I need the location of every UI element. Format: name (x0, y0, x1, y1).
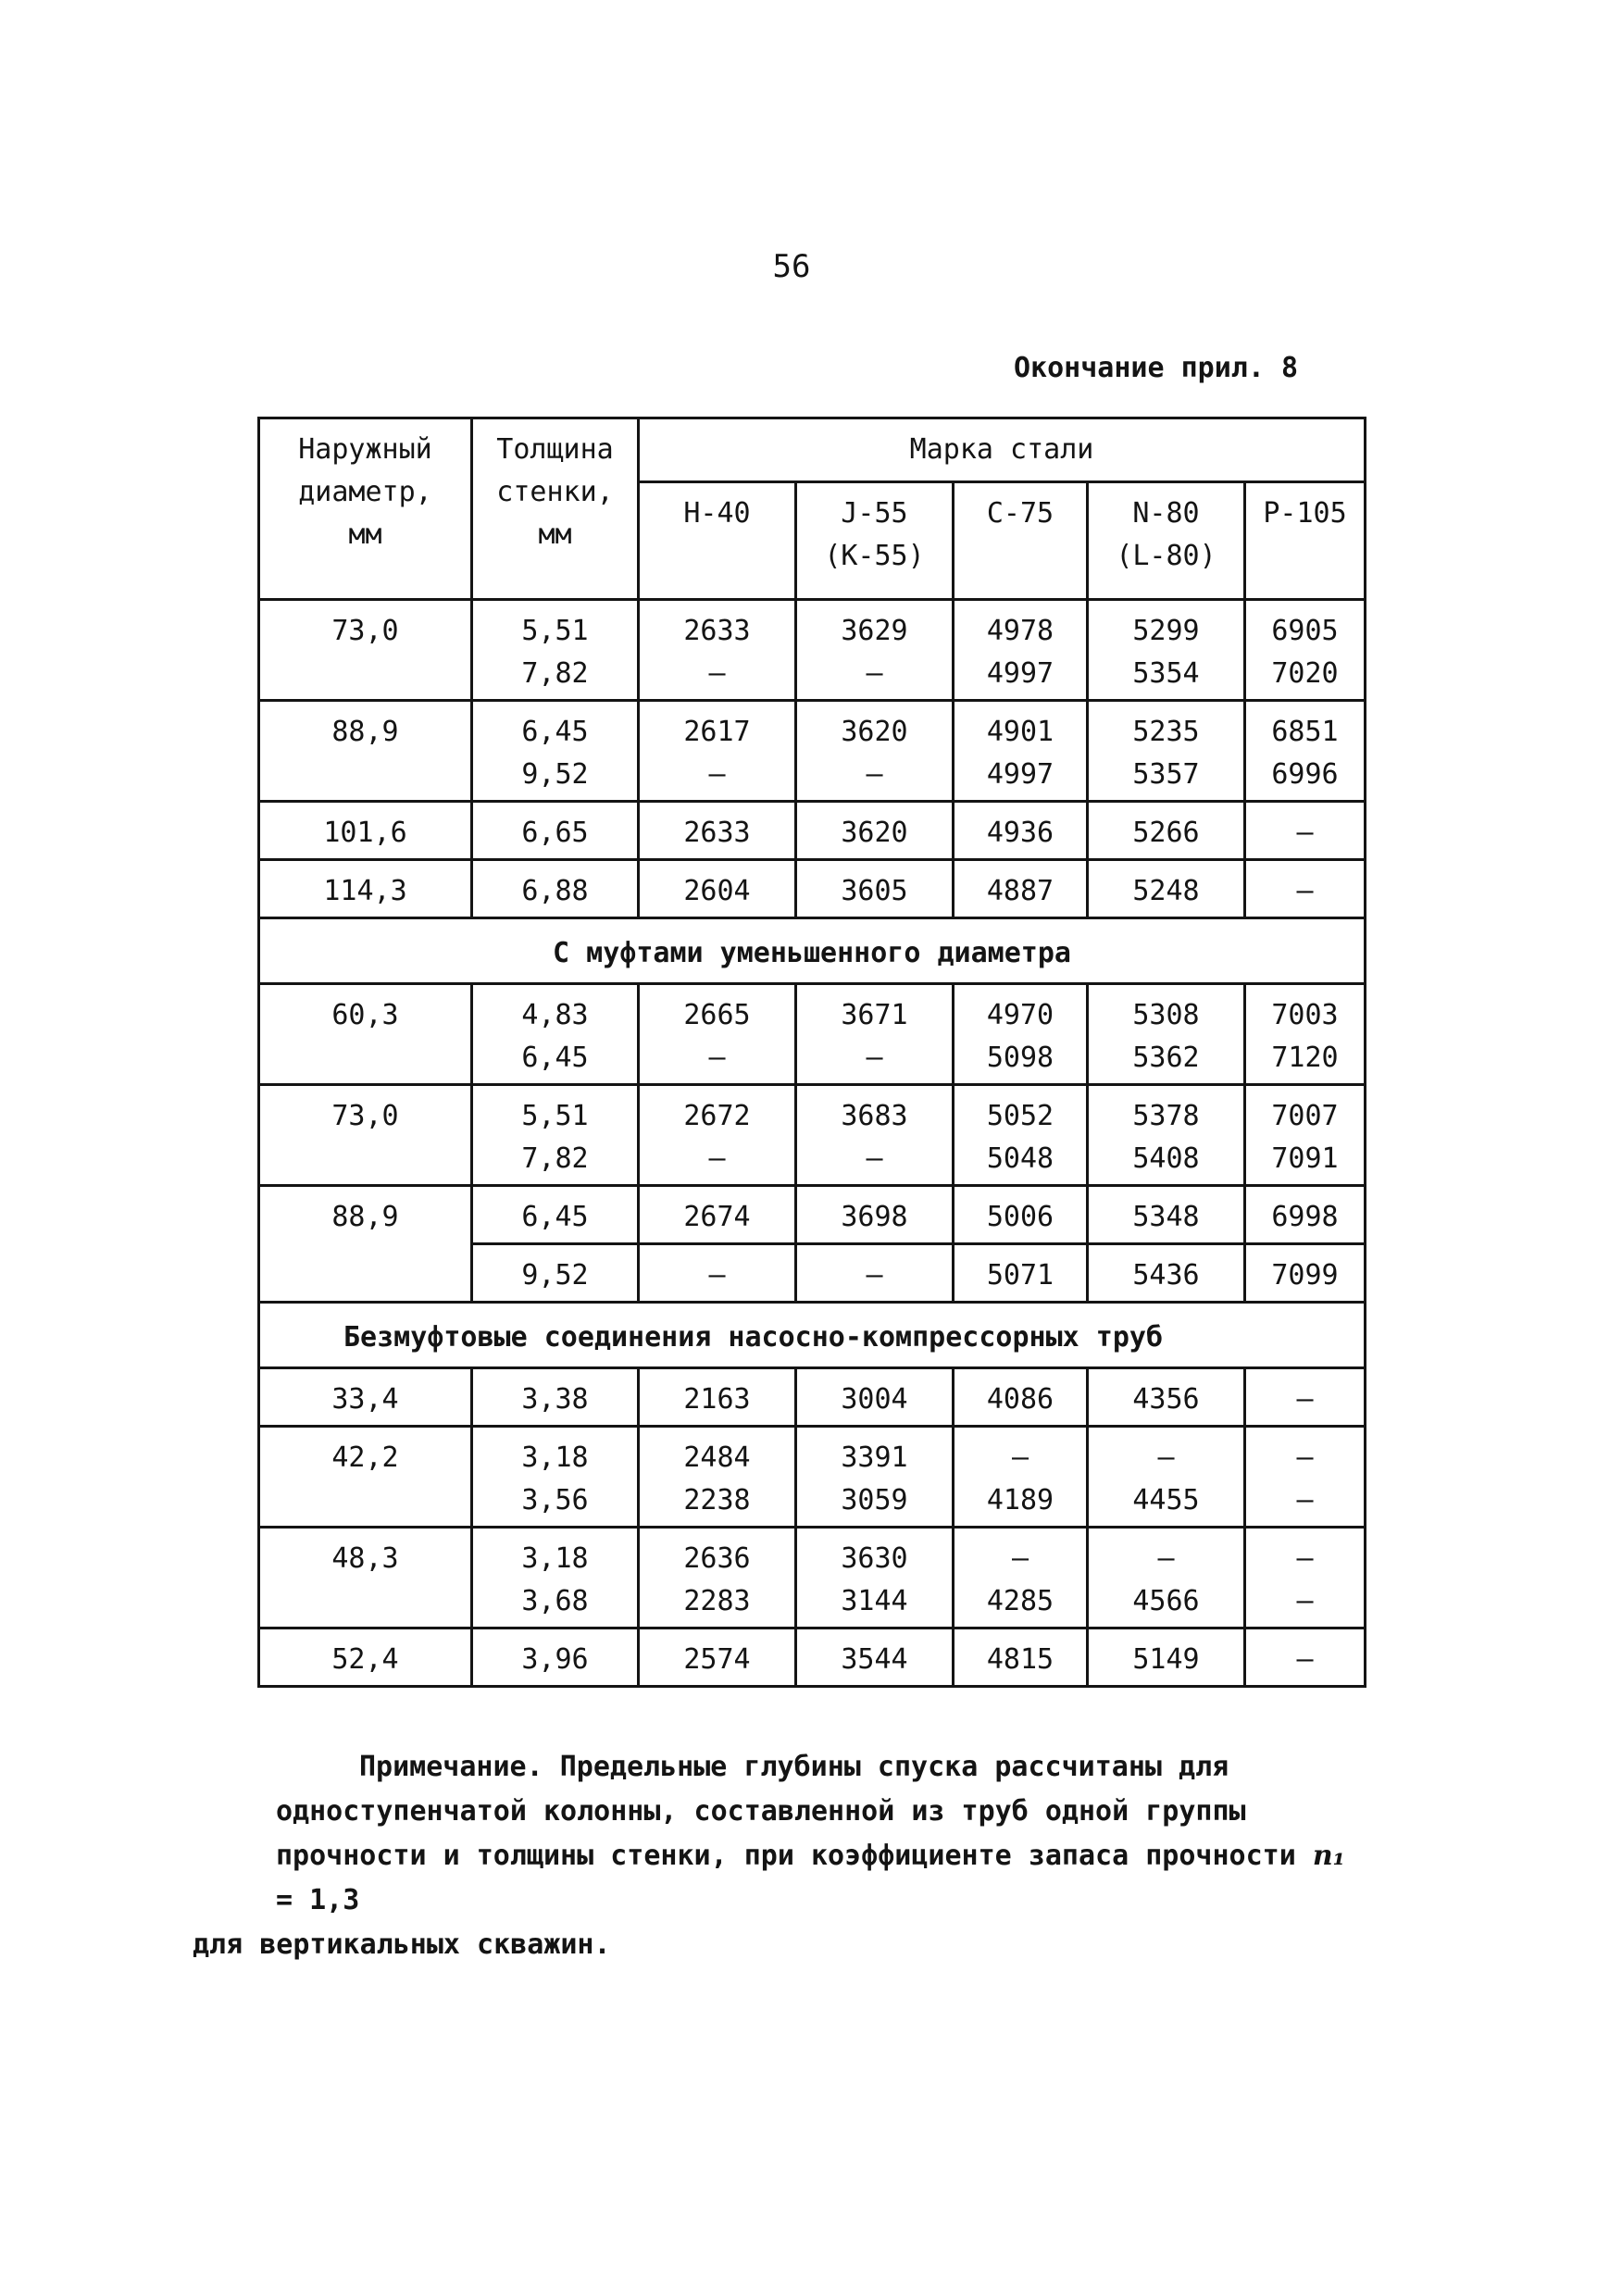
wall-thickness-cell (472, 984, 639, 1085)
depth-cell (1088, 860, 1245, 918)
note-tail: для вертикальных скважин. (193, 1928, 611, 1961)
depth-cell (954, 1085, 1088, 1186)
depth-cell (796, 701, 954, 802)
depth-cell (639, 1528, 796, 1628)
table-row (259, 600, 1366, 701)
depth-cell (1088, 1628, 1245, 1687)
depth-cell (639, 1244, 796, 1303)
cell-line: 2665 (683, 999, 751, 1031)
depth-cell (796, 1186, 954, 1244)
wall-thickness-cell (472, 701, 639, 802)
cell-line: 3,96 (521, 1643, 589, 1676)
cell-line: – (708, 1142, 726, 1175)
depth-cell (954, 860, 1088, 918)
cell-line: 2636 (683, 1542, 751, 1575)
depth-cell (639, 701, 796, 802)
cell-line: 3629 (841, 615, 908, 647)
cell-line: 7020 (1271, 657, 1339, 690)
cell-line: 5098 (986, 1042, 1054, 1074)
depth-cell (796, 860, 954, 918)
cell-line: 5071 (986, 1259, 1054, 1292)
cell-line: – (1296, 817, 1314, 849)
depth-cell (1088, 1368, 1245, 1427)
cell-line: 3620 (841, 716, 908, 748)
cell-line: – (708, 1042, 726, 1074)
cell-line: мм (538, 518, 572, 551)
depth-cell (796, 802, 954, 860)
cell-line: 4970 (986, 999, 1054, 1031)
cell-line: – (1296, 875, 1314, 907)
cell-line: 6996 (1271, 758, 1339, 791)
cell-line: 2574 (683, 1643, 751, 1676)
header-grade (1088, 482, 1245, 600)
note (193, 1745, 1350, 1967)
cell-line: 6851 (1271, 716, 1339, 748)
header-outer-diameter (259, 418, 472, 600)
cell-line: 7091 (1271, 1142, 1339, 1175)
cell-line: – (1296, 1383, 1314, 1416)
cell-line: 5006 (986, 1201, 1054, 1233)
depth-cell (639, 860, 796, 918)
cell-line: 2633 (683, 615, 751, 647)
depth-cell (1245, 1186, 1366, 1244)
cell-line: – (1157, 1542, 1175, 1575)
cell-line: 4887 (986, 875, 1054, 907)
depth-cell (954, 600, 1088, 701)
cell-line: 3059 (841, 1484, 908, 1516)
cell-line: 5362 (1132, 1042, 1200, 1074)
cell-line: 2633 (683, 817, 751, 849)
depth-cell (1088, 1085, 1245, 1186)
outer-diameter-cell: 88,9 (259, 701, 472, 802)
depth-cell (796, 600, 954, 701)
cell-line: 6,45 (521, 716, 589, 748)
cell-line: 7,82 (521, 657, 589, 690)
cell-line: 4189 (986, 1484, 1054, 1516)
depth-cell (1088, 1186, 1245, 1244)
cell-line: 7007 (1271, 1100, 1339, 1132)
cell-line: 6905 (1271, 615, 1339, 647)
cell-line: 7120 (1271, 1042, 1339, 1074)
cell-line: 2484 (683, 1441, 751, 1474)
depth-cell (1088, 1528, 1245, 1628)
cell-line: 5,51 (521, 615, 589, 647)
header-grade (796, 482, 954, 600)
outer-diameter-cell: 88,9 (259, 1186, 472, 1303)
table-row (259, 802, 1366, 860)
depth-cell (954, 802, 1088, 860)
cell-line: 4815 (986, 1643, 1054, 1676)
depth-cell (1245, 1244, 1366, 1303)
table-row (259, 1085, 1366, 1186)
depth-cell (954, 1368, 1088, 1427)
depth-cell (1245, 600, 1366, 701)
cell-line: – (1157, 1441, 1175, 1474)
cell-line: 5,51 (521, 1100, 589, 1132)
outer-diameter-cell: 101,6 (259, 802, 472, 860)
cell-line: 3,38 (521, 1383, 589, 1416)
cell-line: – (866, 657, 883, 690)
cell-line: 4455 (1132, 1484, 1200, 1516)
cell-line: Толщина (496, 433, 614, 466)
cell-line: 5354 (1132, 657, 1200, 690)
depth-cell (1245, 1085, 1366, 1186)
table-row (259, 1368, 1366, 1427)
depth-cell (639, 1368, 796, 1427)
depth-cell (796, 1244, 954, 1303)
cell-line: 3630 (841, 1542, 908, 1575)
header-steel-grade: Марка стали (639, 418, 1366, 482)
wall-thickness-cell (472, 1244, 639, 1303)
cell-line: 4997 (986, 758, 1054, 791)
cell-line: – (1296, 1484, 1314, 1516)
wall-thickness-cell (472, 802, 639, 860)
cell-line: 5436 (1132, 1259, 1200, 1292)
cell-line: Наружный (298, 433, 432, 466)
depth-cell (1088, 701, 1245, 802)
cell-line: – (866, 1142, 883, 1175)
cell-line: 3544 (841, 1643, 908, 1676)
cell-line: 6998 (1271, 1201, 1339, 1233)
cell-line: 4978 (986, 615, 1054, 647)
cell-line: 5149 (1132, 1643, 1200, 1676)
table-row (259, 984, 1366, 1085)
cell-line: 3620 (841, 817, 908, 849)
outer-diameter-cell: 114,3 (259, 860, 472, 918)
note-text: Примечание. Предельные глубины спуска рассчитаны для одноступенчатой колонны, составленной из труб одной группы прочности и толщины стенки, при коэффициенте запаса прочности (276, 1751, 1296, 1872)
cell-line: 7003 (1271, 999, 1339, 1031)
outer-diameter-cell: 73,0 (259, 1085, 472, 1186)
outer-diameter-cell: 52,4 (259, 1628, 472, 1687)
cell-line: 3,56 (521, 1484, 589, 1516)
depth-cell (1245, 984, 1366, 1085)
cell-line: 3144 (841, 1585, 908, 1617)
wall-thickness-cell (472, 860, 639, 918)
depth-cell (954, 984, 1088, 1085)
depth-cell (954, 1628, 1088, 1687)
cell-line: 5248 (1132, 875, 1200, 907)
depth-cell (796, 1085, 954, 1186)
cell-line: 5048 (986, 1142, 1054, 1175)
coefficient-value: 1,3 (309, 1884, 360, 1916)
cell-line: 3,68 (521, 1585, 589, 1617)
depth-cell (1245, 1528, 1366, 1628)
depth-cell (639, 1628, 796, 1687)
cell-line: – (1296, 1585, 1314, 1617)
cell-line: 3391 (841, 1441, 908, 1474)
wall-thickness-cell (472, 1628, 639, 1687)
depth-cell (1245, 1368, 1366, 1427)
depth-cell (639, 802, 796, 860)
cell-line: 2672 (683, 1100, 751, 1132)
wall-thickness-cell (472, 1186, 639, 1244)
depth-cell (1245, 1628, 1366, 1687)
depth-cell (796, 1427, 954, 1528)
depth-cell (639, 984, 796, 1085)
cell-line: – (1296, 1542, 1314, 1575)
cell-line: 7099 (1271, 1259, 1339, 1292)
cell-line: 3,18 (521, 1441, 589, 1474)
cell-line: 9,52 (521, 1259, 589, 1292)
depth-cell (1245, 802, 1366, 860)
depth-cell (796, 1528, 954, 1628)
continuation-label: Окончание прил. 8 (1013, 352, 1298, 384)
cell-line: 5266 (1132, 817, 1200, 849)
table-row (259, 1628, 1366, 1687)
cell-line: 5235 (1132, 716, 1200, 748)
cell-line: – (866, 1259, 883, 1292)
cell-line: Р-105 (1263, 497, 1347, 530)
cell-line: 5408 (1132, 1142, 1200, 1175)
cell-line: 2163 (683, 1383, 751, 1416)
depth-cell (639, 600, 796, 701)
depth-cell (1245, 860, 1366, 918)
depth-cell (1088, 1427, 1245, 1528)
cell-line: 2617 (683, 716, 751, 748)
depth-cell (796, 1368, 954, 1427)
cell-line: 3671 (841, 999, 908, 1031)
cell-line: 5348 (1132, 1201, 1200, 1233)
cell-line: 2674 (683, 1201, 751, 1233)
cell-line: 2238 (683, 1484, 751, 1516)
cell-line: 4936 (986, 817, 1054, 849)
cell-line: 4997 (986, 657, 1054, 690)
cell-line: (L-80) (1116, 540, 1216, 572)
table-row (259, 1186, 1366, 1244)
cell-line: 5052 (986, 1100, 1054, 1132)
cell-line: 5357 (1132, 758, 1200, 791)
cell-line: (К-55) (824, 540, 925, 572)
cell-line: – (1296, 1643, 1314, 1676)
cell-line: 3605 (841, 875, 908, 907)
wall-thickness-cell (472, 1528, 639, 1628)
cell-line: 9,52 (521, 758, 589, 791)
wall-thickness-cell (472, 600, 639, 701)
cell-line: 7,82 (521, 1142, 589, 1175)
cell-line: – (708, 758, 726, 791)
depth-table (257, 417, 1366, 1688)
depth-cell (954, 1427, 1088, 1528)
depth-cell (1088, 600, 1245, 701)
outer-diameter-cell: 60,3 (259, 984, 472, 1085)
depth-cell (1245, 1427, 1366, 1528)
cell-line: 5308 (1132, 999, 1200, 1031)
table-row (259, 701, 1366, 802)
depth-cell (954, 1528, 1088, 1628)
cell-line: 4,83 (521, 999, 589, 1031)
cell-line: 4901 (986, 716, 1054, 748)
cell-line: 6,45 (521, 1201, 589, 1233)
outer-diameter-cell: 42,2 (259, 1427, 472, 1528)
table-row (259, 1427, 1366, 1528)
coefficient-equals: = (276, 1884, 310, 1916)
cell-line: 4285 (986, 1585, 1054, 1617)
cell-line: 6,88 (521, 875, 589, 907)
cell-line: – (1296, 1441, 1314, 1474)
depth-cell (1088, 802, 1245, 860)
cell-line: 3698 (841, 1201, 908, 1233)
cell-line: стенки, (496, 476, 614, 508)
cell-line: мм (348, 518, 382, 551)
outer-diameter-cell: 33,4 (259, 1368, 472, 1427)
cell-line: 6,45 (521, 1042, 589, 1074)
depth-cell (1088, 984, 1245, 1085)
cell-line: 6,65 (521, 817, 589, 849)
wall-thickness-cell (472, 1368, 639, 1427)
cell-line: 4086 (986, 1383, 1054, 1416)
cell-line: – (866, 1042, 883, 1074)
cell-line: 2604 (683, 875, 751, 907)
cell-line: 5299 (1132, 615, 1200, 647)
depth-cell (639, 1427, 796, 1528)
cell-line: – (1011, 1542, 1029, 1575)
depth-cell (639, 1085, 796, 1186)
cell-line: 4566 (1132, 1585, 1200, 1617)
cell-line: – (1011, 1441, 1029, 1474)
cell-line: – (708, 657, 726, 690)
depth-cell (796, 1628, 954, 1687)
outer-diameter-cell: 73,0 (259, 600, 472, 701)
header-grade (639, 482, 796, 600)
table-row (259, 860, 1366, 918)
header-grade (954, 482, 1088, 600)
cell-line: – (708, 1259, 726, 1292)
section-title: С муфтами уменьшенного диаметра (259, 918, 1366, 984)
depth-cell (954, 701, 1088, 802)
depth-cell (1088, 1244, 1245, 1303)
cell-line: диаметр, (298, 476, 432, 508)
cell-line: 2283 (683, 1585, 751, 1617)
wall-thickness-cell (472, 1427, 639, 1528)
depth-cell (954, 1186, 1088, 1244)
cell-line: J-55 (841, 497, 908, 530)
cell-line: N-80 (1132, 497, 1200, 530)
cell-line: 3683 (841, 1100, 908, 1132)
cell-line: Н-40 (683, 497, 751, 530)
table-row (259, 1528, 1366, 1628)
cell-line: С-75 (986, 497, 1054, 530)
coefficient-symbol: n₁ (1312, 1840, 1345, 1872)
cell-line: 3004 (841, 1383, 908, 1416)
header-wall-thickness (472, 418, 639, 600)
outer-diameter-cell: 48,3 (259, 1528, 472, 1628)
depth-cell (1245, 701, 1366, 802)
depth-cell (639, 1186, 796, 1244)
header-grade (1245, 482, 1366, 600)
cell-line: 4356 (1132, 1383, 1200, 1416)
depth-cell (954, 1244, 1088, 1303)
section-title: Безмуфтовые соединения насосно-компрессорных труб (259, 1303, 1366, 1368)
depth-cell (796, 984, 954, 1085)
wall-thickness-cell (472, 1085, 639, 1186)
cell-line: 5378 (1132, 1100, 1200, 1132)
page-number: 56 (772, 248, 811, 285)
cell-line: – (866, 758, 883, 791)
cell-line: 3,18 (521, 1542, 589, 1575)
